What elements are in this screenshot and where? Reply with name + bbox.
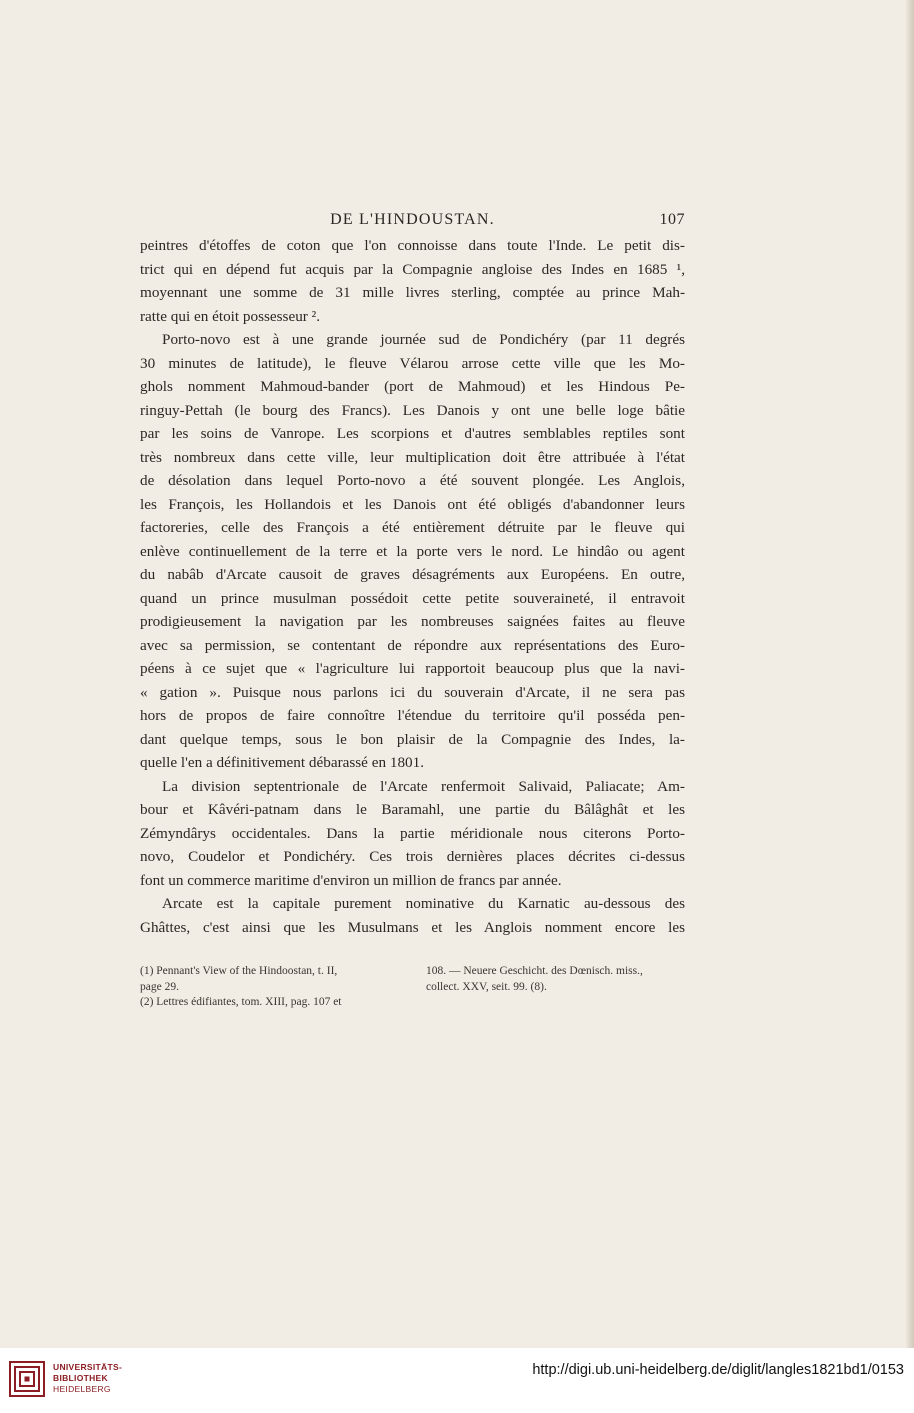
body-text bbox=[140, 234, 685, 939]
footnote-line: (2) Lettres édifiantes, tom. XIII, pag. 107 et bbox=[140, 996, 342, 1008]
text-line: très nombreux dans cette ville, leur multiplication doit être attribuée à l'état bbox=[140, 448, 685, 466]
text-line: quelle l'en a définitivement débarassé en 1801. bbox=[140, 754, 425, 771]
logo-line-1: UNIVERSITÄTS- bbox=[53, 1362, 123, 1372]
footnote-line: page 29. bbox=[140, 980, 179, 993]
library-logo-icon bbox=[8, 1360, 46, 1398]
page-number: 107 bbox=[659, 211, 685, 228]
footnote-line: collect. XXV, seit. 99. (8). bbox=[426, 980, 547, 993]
footnote-line: 108. — Neuere Geschicht. des Dœnisch. miss., bbox=[426, 965, 643, 977]
paragraph-2 bbox=[140, 328, 685, 775]
text-line: ringuy-Pettah (le bourg des Francs). Les Danois y ont une belle loge bâtie bbox=[140, 401, 685, 419]
text-line: Ghâttes, c'est ainsi que les Musulmans et les Anglois nomment encore les bbox=[140, 918, 685, 936]
text-line: hors de propos de faire connoître l'étendue du territoire qu'il posséda pen- bbox=[140, 707, 685, 724]
text-line: péens à ce sujet que « l'agriculture lui rapportoit beaucoup plus que la navi- bbox=[140, 660, 685, 677]
text-line: 30 minutes de latitude), le fleuve Vélarou arrose cette ville que les Mo- bbox=[140, 354, 685, 372]
viewer-footer bbox=[0, 1348, 914, 1413]
text-line: avec sa permission, se contentant de répondre aux représentations des Euro- bbox=[140, 636, 685, 654]
text-line: font un commerce maritime d'environ un million de francs par année. bbox=[140, 871, 562, 889]
text-line: de désolation dans lequel Porto-novo a été souvent plongée. Les Anglois, bbox=[140, 472, 685, 489]
text-line: Zémyndârys occidentales. Dans la partie méridionale nous citerons Porto- bbox=[140, 824, 685, 842]
library-logo[interactable] bbox=[8, 1360, 158, 1404]
library-logo-text bbox=[53, 1362, 122, 1395]
text-line: ghols nomment Mahmoud-bander (port de Mahmoud) et les Hindous Pe- bbox=[140, 378, 685, 395]
text-line: peintres d'étoffes de coton que l'on connoisse dans toute l'Inde. Le petit dis- bbox=[140, 237, 685, 254]
text-line: factoreries, celle des François a été entièrement détruite par le fleuve qui bbox=[140, 519, 685, 536]
footnotes-left-column bbox=[140, 964, 405, 1011]
permalink-url[interactable]: http://digi.ub.uni-heidelberg.de/diglit/langles1821bd1/0153 bbox=[532, 1362, 904, 1378]
text-line: par les soins de Vanrope. Les scorpions et d'autres semblables reptiles sont bbox=[140, 425, 685, 442]
page-edge-shadow bbox=[906, 0, 914, 1348]
footnotes-right-column bbox=[426, 964, 686, 995]
logo-line-2: BIBLIOTHEK bbox=[53, 1373, 108, 1383]
text-line: La division septentrionale de l'Arcate renfermoit Salivaid, Paliacate; Am- bbox=[162, 777, 685, 795]
text-line: bour et Kâvéri-patnam dans le Baramahl, une partie du Bâlâghât et les bbox=[140, 801, 685, 818]
page-header bbox=[140, 211, 685, 235]
text-line: ratte qui en étoit possesseur ². bbox=[140, 307, 321, 325]
text-line: du nabâb d'Arcate causoit de graves désagréments aux Européens. En outre, bbox=[140, 566, 685, 583]
footnote-line: (1) Pennant's View of the Hindoostan, t. II, bbox=[140, 965, 338, 977]
text-line: « gation ». Puisque nous parlons ici du souverain d'Arcate, il ne sera pas bbox=[140, 683, 685, 701]
text-line: Arcate est la capitale purement nominative du Karnatic au-dessous des bbox=[162, 895, 685, 912]
paragraph-3 bbox=[140, 775, 685, 893]
paragraph-4 bbox=[140, 892, 685, 939]
text-line: enlève continuellement de la terre et la porte vers le nord. Le hindâo ou agent bbox=[140, 542, 685, 560]
logo-line-3: HEIDELBERG bbox=[53, 1384, 111, 1394]
running-title: DE L'HINDOUSTAN. bbox=[330, 211, 495, 228]
text-line: les François, les Hollandois et les Danois ont été obligés d'abandonner leurs bbox=[140, 495, 685, 513]
paragraph-1 bbox=[140, 234, 685, 328]
text-line: prodigieusement la navigation par les nombreuses saignées faites au fleuve bbox=[140, 613, 685, 630]
text-line: Porto-novo est à une grande journée sud de Pondichéry (par 11 degrés bbox=[162, 331, 685, 348]
text-line: trict qui en dépend fut acquis par la Compagnie angloise des Indes en 1685 ¹, bbox=[140, 260, 685, 278]
text-line: novo, Coudelor et Pondichéry. Ces trois dernières places décrites ci-dessus bbox=[140, 848, 685, 865]
text-line: quand un prince musulman possédoit cette petite souveraineté, il entravoit bbox=[140, 589, 685, 607]
text-line: dant quelque temps, sous le bon plaisir de la Compagnie des Indes, la- bbox=[140, 730, 685, 748]
text-line: moyennant une somme de 31 mille livres sterling, comptée au prince Mah- bbox=[140, 284, 685, 301]
